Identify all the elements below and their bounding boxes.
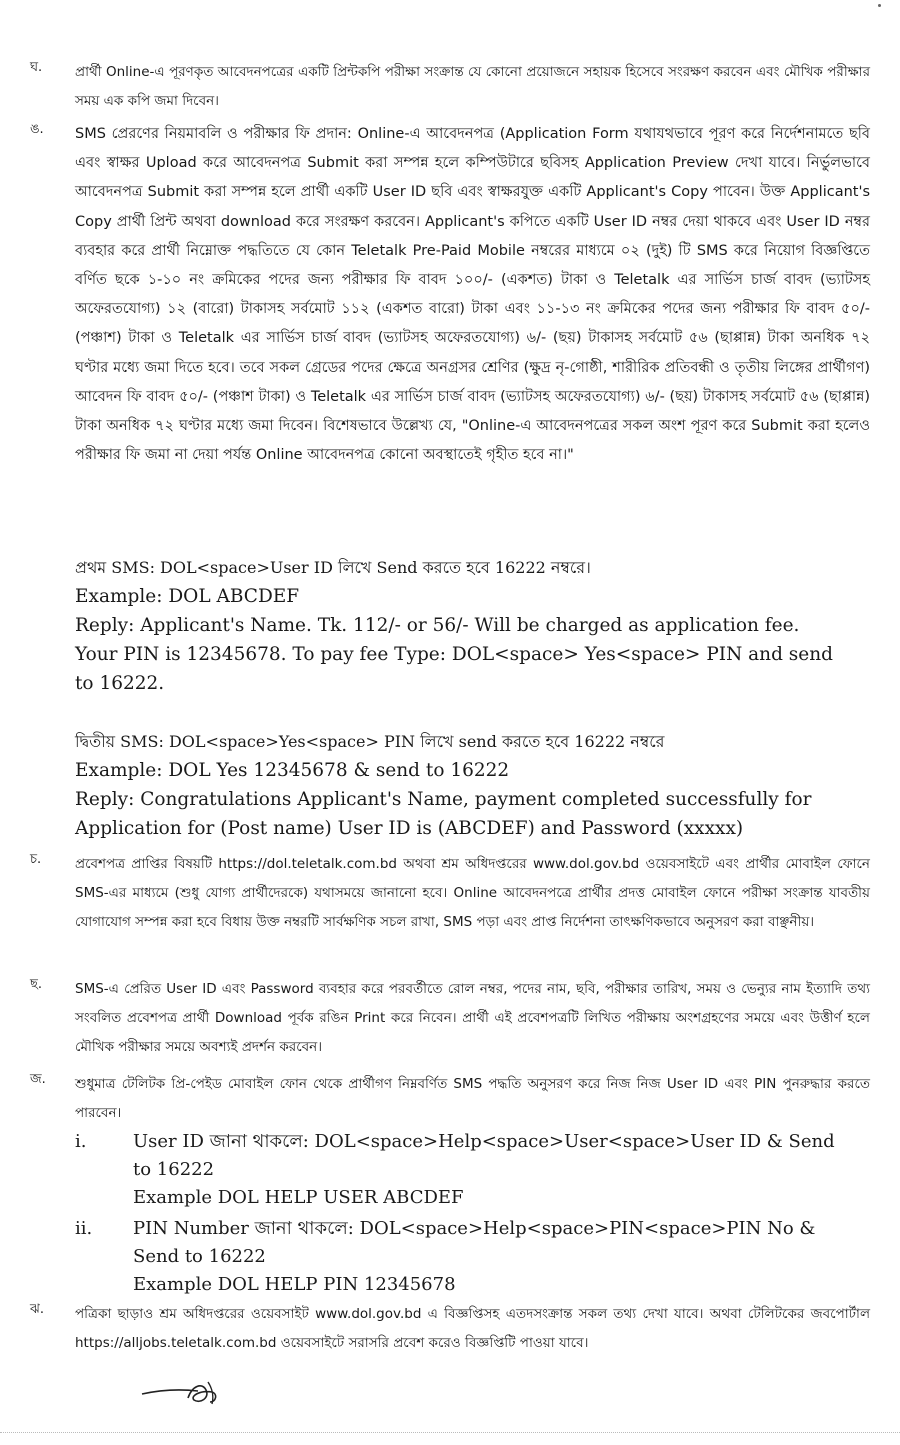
clause-text: শুধুমাত্র টেলিটক প্রি-পেইড মোবাইল ফোন থেকে প্রার্থীগণ নিম্নবর্ণিত SMS পদ্ধতি অনুসরণ করে নিজ নিজ User ID এবং PIN পুনরুদ্ধার করতে পারবেন। xyxy=(75,1076,870,1121)
sms-first-instruction: প্রথম SMS: DOL<space>User ID লিখে Send করতে হবে 16222 নম্বরে। xyxy=(75,558,591,577)
clause-text: পত্রিকা ছাড়াও শ্রম অধিদপ্তরের ওয়েবসাইট www.dol.gov.bd এ বিজ্ঞপ্তিসহ এতদসংক্রান্ত সকল তথ্য দেখা যাবে। অথবা টেলিটকের জবপোর্টাল https://alljobs.teletalk.com.bd ওয়েবসাইটে সরাসরি প্রবেশ করেও বিজ্ঞপ্তিটি পাওয়া যাবে। xyxy=(75,1306,870,1351)
clause-marker: জ. xyxy=(30,1072,46,1087)
sub-item-line: PIN Number জানা থাকলে: DOL<space>Help<space>PIN<space>PIN No & xyxy=(133,1218,816,1239)
clause-marker: ঙ. xyxy=(30,122,44,137)
clause-text: SMS প্রেরণের নিয়মাবলি ও পরীক্ষার ফি প্রদান: Online-এ আবেদনপত্র (Application Form যথাযথভাবে পূরণ করে নির্দেশনামতে ছবি এবং স্বাক্ষর Upload করে আবেদনপত্র Submit করা সম্পন্ন হলে কম্পিউটারে ছবিসহ Application Preview দেখা যাবে। নির্ভুলভাবে আবেদনপত্র Submit করা সম্পন্ন হলে প্রার্থী একটি User ID ছবি এবং স্বাক্ষরযুক্ত একটি Applicant's Copy পাবেন। উক্ত Applicant's Copy প্রার্থী প্রিন্ট অথবা download করে সংরক্ষণ করবেন। Applicant's কপিতে একটি User ID নম্বর দেয়া থাকবে এবং User ID নম্বর ব্যবহার করে প্রার্থী নিম্নোক্ত পদ্ধতিতে যে কোন Teletalk Pre-Paid Mobile নম্বরের মাধ্যমে ০২ (দুই) টি SMS করে নিয়োগ বিজ্ঞপ্তিতে বর্ণিত ছকে ১-১০ নং ক্রমিকের পদের জন্য পরীক্ষার ফি বাবদ ১০০/- (একশত) টাকা ও Teletalk এর সার্ভিস চার্জ বাবদ (ভ্যাটসহ অফেরতযোগ্য) ১২ (বারো) টাকাসহ সর্বমোট ১১২ (একশত বারো) টাকা এবং ১১-১৩ নং ক্রমিকের পদের জন্য পরীক্ষার ফি বাবদ ৫০/- (পঞ্চাশ) টাকা ও Teletalk এর সার্ভিস চার্জ বাবদ (ভ্যাটসহ অফেরতযোগ্য) ৬/- (ছয়) টাকাসহ সর্বমোট ৫৬ (ছাপ্পান্ন) টাকা অনধিক ৭২ ঘণ্টার মধ্যে জমা দিতে হবে। তবে সকল গ্রেডের পদের ক্ষেত্রে অনগ্রসর শ্রেণির (ক্ষুদ্র নৃ-গোষ্ঠী, শারীরিক প্রতিবন্ধী ও তৃতীয় লিঙ্গের প্রার্থীগণ) আবেদন ফি বাবদ ৫০/- (পঞ্চাশ টাকা) ও Teletalk এর সার্ভিস চার্জ বাবদ (ভ্যাটসহ অফেরতযোগ্য) ৬/- (ছয়) টাকাসহ সর্বমোট ৫৬ (ছাপ্পান্ন) টাকা অনধিক ৭২ ঘণ্টার মধ্যে জমা দিবেন। বিশেষভাবে উল্লেখ্য যে, "Online-এ আবেদনপত্রের সকল অংশ পূরণ করে Submit করা হলেও পরীক্ষার ফি জমা না দেয়া পর্যন্ত Online আবেদনপত্র কোনো অবস্থাতেই গৃহীত হবে না।" xyxy=(75,126,870,464)
sub-item-line: User ID জানা থাকলে: DOL<space>Help<space>User<space>User ID & Send xyxy=(133,1131,835,1152)
signature-image xyxy=(140,1372,250,1412)
sms-first-reply-2: Your PIN is 12345678. To pay fee Type: DOL<space> Yes<space> PIN and send xyxy=(75,644,834,665)
page-edge xyxy=(0,1432,900,1434)
sms-second-reply-1: Reply: Congratulations Applicant's Name, payment completed successfully for xyxy=(75,789,812,810)
clause-marker: ছ. xyxy=(30,977,43,992)
clause-text: SMS-এ প্রেরিত User ID এবং Password ব্যবহার করে পরবর্তীতে রোল নম্বর, পদের নাম, ছবি, পরীক্ষার তারিখ, সময় ও ভেন্যুর নাম ইত্যাদি তথ্য সংবলিত প্রবেশপত্র প্রার্থী Download পূর্বক রঙিন Print করে নিবেন। প্রার্থী এই প্রবেশপত্রটি লিখিত পরীক্ষায় অংশগ্রহণের সময়ে এবং উত্তীর্ণ হলে মৌখিক পরীক্ষার সময়ে অবশ্যই প্রদর্শন করবেন। xyxy=(75,981,870,1055)
sub-item-line: Example DOL HELP PIN 12345678 xyxy=(133,1274,456,1295)
clause-marker: ঘ. xyxy=(30,60,43,75)
corner-mark xyxy=(878,4,881,7)
clause-marker: চ. xyxy=(30,852,42,867)
sms-second-reply-2: Application for (Post name) User ID is (ABCDEF) and Password (xxxxx) xyxy=(75,818,744,839)
sms-second-example: Example: DOL Yes 12345678 & send to 16222 xyxy=(75,760,510,781)
sms-block-second xyxy=(75,727,865,843)
sub-item-line: to 16222 xyxy=(133,1159,215,1180)
sub-item-number: ii. xyxy=(75,1218,93,1239)
sub-item-number: i. xyxy=(75,1131,87,1152)
sub-item-line: Send to 16222 xyxy=(133,1246,266,1267)
sms-block-first xyxy=(75,553,865,698)
sms-first-example: Example: DOL ABCDEF xyxy=(75,586,300,607)
clause-text: প্রবেশপত্র প্রাপ্তির বিষয়টি https://dol.teletalk.com.bd অথবা শ্রম অধিদপ্তরের www.dol.gov.bd ওয়েবসাইটে এবং প্রার্থীর মোবাইল ফোনে SMS-এর মাধ্যমে (শুধু যোগ্য প্রার্থীদেরকে) যথাসময়ে জানানো হবে। Online আবেদনপত্রে প্রার্থীর প্রদত্ত মোবাইল ফোনে পরীক্ষা সংক্রান্ত যাবতীয় যোগাযোগ সম্পন্ন করা হবে বিধায় উক্ত নম্বরটি সার্বক্ষণিক সচল রাখা, SMS পড়া এবং প্রাপ্ত নির্দেশনা তাৎক্ষণিকভাবে অনুসরণ করা বাঞ্ছনীয়। xyxy=(75,856,870,930)
sub-item-line: Example DOL HELP USER ABCDEF xyxy=(133,1187,464,1208)
clause-marker: ঝ. xyxy=(30,1302,44,1317)
sms-first-reply-3: to 16222. xyxy=(75,673,165,694)
clause-text: প্রার্থী Online-এ পূরণকৃত আবেদনপত্রের একটি প্রিন্টকপি পরীক্ষা সংক্রান্ত যে কোনো প্রয়োজনে সহায়ক হিসেবে সংরক্ষণ করবেন এবং মৌখিক পরীক্ষার সময় এক কপি জমা দিবেন। xyxy=(75,64,870,109)
sms-first-reply-1: Reply: Applicant's Name. Tk. 112/- or 56/- Will be charged as application fee. xyxy=(75,615,800,636)
sms-second-instruction: দ্বিতীয় SMS: DOL<space>Yes<space> PIN লিখে send করতে হবে 16222 নম্বরে xyxy=(75,732,665,751)
